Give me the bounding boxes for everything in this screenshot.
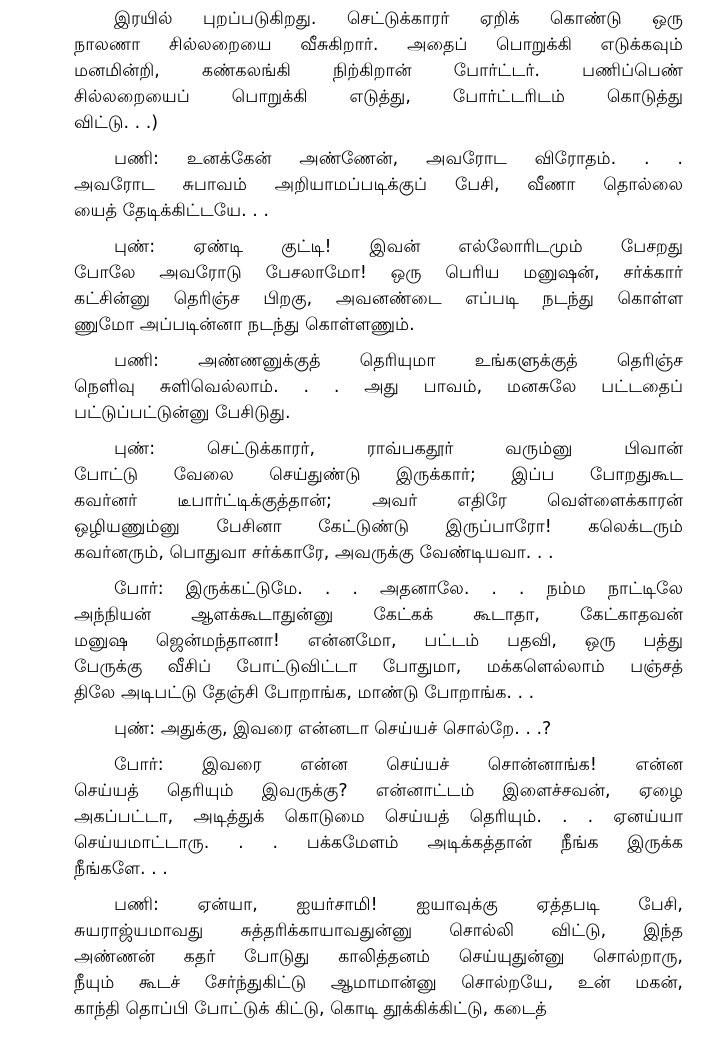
text-line: போர்: இருக்கட்டுமே. . . அதனாலே. . . நம்ம நாட்டிலே: [114, 579, 683, 599]
text-line: மனுஷ ஜென்மந்தானா! என்னமோ, பட்டம் பதவி, ஒரு பத்து: [74, 631, 683, 651]
paragraph: [74, 6, 683, 136]
text-line: போர்: இவரை என்ன செய்யச் சொன்னாங்க! என்ன: [114, 755, 683, 775]
text-line: மனமின்றி, கண்கலங்கி நிற்கிறான் போர்ட்டர். பணிப்பெண்: [74, 61, 683, 81]
text-line: விட்டு. . .): [74, 113, 159, 133]
text-line: அகப்பட்டா, அடித்துக் கொடுமை செய்யத் தெரியும். . . ஏனய்யா: [74, 807, 683, 827]
text-line: பேருக்கு வீசிப் போட்டுவிட்டா போதுமா, மக்களெல்லாம் பஞ்சத்: [74, 657, 683, 677]
text-line: கட்சின்னு தெரிஞ்ச பிறகு, அவனண்டை எப்படி நடந்து கொள்ள: [74, 289, 683, 309]
text-line: கவர்னர் டீபார்ட்டிக்குத்தான்; அவர் எதிரே வெள்ளைக்காரன்: [74, 491, 683, 511]
text-line: அண்ணன் கதர் போடுது காலித்தனம் செய்யுதுன்னு சொல்றாரு,: [74, 947, 683, 967]
text-line: பணி: உனக்கேன் அண்ணேன், அவரோட விரோதம். . .: [114, 149, 683, 169]
paragraph: [74, 576, 683, 706]
paragraph: [74, 436, 683, 566]
text-line: புண்: செட்டுக்காரர், ராவ்பகதூர் வரும்னு பிவான்: [114, 439, 683, 459]
paragraph: [74, 716, 683, 742]
paragraph: [74, 234, 683, 338]
text-line: பணி: ஏன்யா, ஐயர்சாமி! ஐயாவுக்கு ஏத்தபடி பேசி,: [114, 895, 683, 915]
paragraph: [74, 146, 683, 224]
text-line: சில்லறையைப் பொறுக்கி எடுத்து, போர்ட்டரிடம் கொடுத்து: [74, 87, 683, 107]
text-line: நீங்களே. . .: [74, 859, 168, 879]
text-line: காந்தி தொப்பி போட்டுக் கிட்டு, கொடி தூக்கிக்கிட்டு, கடைத்: [74, 999, 547, 1019]
text-line: போட்டு வேலை செய்துண்டு இருக்கார்; இப்ப போறதுகூட: [74, 465, 683, 485]
text-line: புண்: ஏண்டி குட்டி! இவன் எல்லோரிடமும் பேசறது: [114, 237, 683, 257]
text-line: நாலணா சில்லறையை வீசுகிறார். அதைப் பொறுக்கி எடுக்கவும்: [74, 35, 683, 55]
text-line: போலே அவரோடு பேசலாமோ! ஒரு பெரிய மனுஷன், சர்க்கார்: [74, 263, 683, 283]
text-line: ஒழியணும்னு பேசினா கேட்டுண்டு இருப்பாரோ! கலெக்டரும்: [74, 517, 683, 537]
text-line: அந்நியன் ஆளக்கூடாதுன்னு கேட்கக் கூடாதா, கேட்காதவன்: [74, 605, 683, 625]
text-line: இரயில் புறப்படுகிறது. செட்டுக்காரர் ஏறிக் கொண்டு ஒரு: [114, 9, 683, 29]
text-line: பணி: அண்ணனுக்குத் தெரியுமா உங்களுக்குத் தெரிஞ்ச: [114, 351, 683, 371]
text-line: திலே அடிபட்டு தேஞ்சி போறாங்க, மாண்டு போறாங்க. . .: [74, 683, 535, 703]
text-line: பட்டுப்பட்டுன்னு பேசிடுது.: [74, 403, 291, 423]
text-line: ணுமோ அப்படின்னா நடந்து கொள்ளணும்.: [74, 315, 415, 335]
text-line: நெளிவு சுளிவெல்லாம். . . அது பாவம், மனசுலே பட்டதைப்: [74, 377, 683, 397]
text-line: கவர்னரும், பொதுவா சர்க்காரே, அவருக்கு வேண்டியவா. . .: [74, 543, 554, 563]
text-line: நீயும் கூடச் சேர்ந்துகிட்டு ஆமாமான்னு சொல்றயே, உன் மகன்,: [74, 973, 683, 993]
paragraph: [74, 348, 683, 426]
text-line: செய்யத் தெரியும் இவருக்கு? என்னாட்டம் இளைச்சவன், ஏழை: [74, 781, 683, 801]
paragraph: [74, 892, 683, 1022]
text-line: செய்யமாட்டாரு. . . பக்கமேளம் அடிக்கத்தான் நீங்க இருக்க: [74, 833, 683, 853]
text-line: யைத் தேடிக்கிட்டயே. . .: [74, 201, 269, 221]
text-line: அவரோட சுபாவம் அறியாமப்படிக்குப் பேசி, வீணா தொல்லை: [74, 175, 683, 195]
paragraph: [74, 752, 683, 882]
text-line: புண்: அதுக்கு, இவரை என்னடா செய்யச் சொல்றே. . .?: [114, 719, 552, 739]
text-line: சுயராஜ்யமாவது சுத்தரிக்காயாவதுன்னு சொல்லி விட்டு, இந்த: [74, 921, 683, 941]
